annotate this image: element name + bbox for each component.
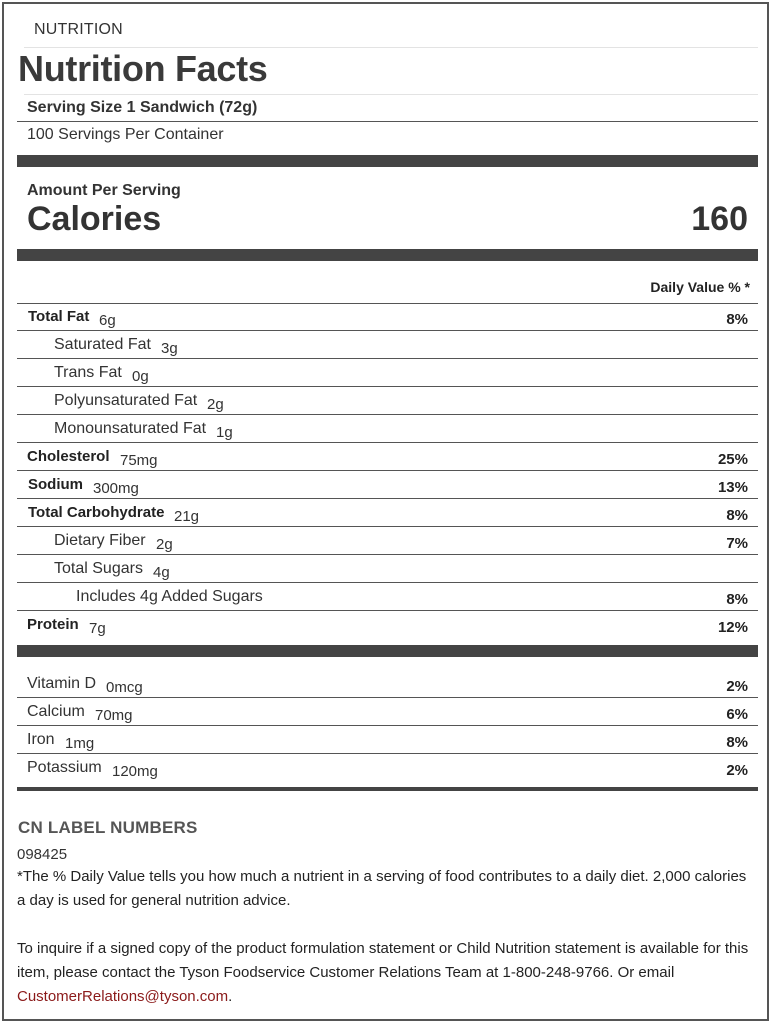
nutrient-row — [17, 499, 758, 527]
vitamin-row — [17, 698, 758, 726]
nutrient-daily-value: 25% — [717, 451, 748, 468]
vitamin-name: Vitamin D — [27, 675, 97, 692]
nutrient-daily-value: 8% — [726, 591, 748, 608]
inquiry-text — [17, 937, 757, 1009]
serving-size: Serving Size 1 Sandwich (72g) — [27, 99, 258, 116]
nutrient-row — [17, 303, 758, 331]
cn-label-number: 098425 — [17, 846, 68, 863]
nutrient-name: Protein — [27, 616, 79, 633]
nutrient-name: Monounsaturated Fat — [54, 420, 207, 437]
nutrient-amount: 2g — [156, 536, 173, 553]
nutrient-daily-value: 12% — [717, 619, 748, 636]
nutrient-daily-value: 7% — [726, 535, 748, 552]
nutrient-row — [17, 527, 758, 555]
nutrient-row — [17, 555, 758, 583]
nutrient-name: Total Fat — [28, 308, 90, 325]
nutrient-amount: 75mg — [120, 452, 158, 469]
nutrient-name: Total Sugars — [54, 560, 143, 577]
vitamin-daily-value: 6% — [726, 706, 748, 723]
vitamin-amount: 70mg — [95, 707, 133, 724]
daily-value-footnote: *The % Daily Value tells you how much a nutrient in a serving of food contributes to a daily diet. 2,000 calories a day is used for general nutrition advice. — [17, 868, 747, 909]
nutrient-name: Dietary Fiber — [54, 532, 146, 549]
nutrient-name: Includes 4g Added Sugars — [76, 588, 263, 605]
nutrient-amount: 7g — [89, 620, 106, 637]
vitamin-name: Iron — [27, 731, 55, 748]
vitamin-daily-value: 2% — [726, 678, 748, 695]
nutrient-amount: 21g — [174, 508, 200, 525]
nutrient-row — [17, 415, 758, 443]
nutrient-amount: 4g — [153, 564, 170, 581]
nutrient-row — [17, 331, 758, 359]
thick-divider — [17, 645, 758, 657]
divider — [24, 94, 758, 95]
nutrient-row — [17, 611, 758, 639]
nutrient-name: Saturated Fat — [54, 336, 151, 353]
nutrient-amount: 0g — [132, 368, 149, 385]
nutrient-name: Polyunsaturated Fat — [54, 392, 198, 409]
medium-divider — [17, 787, 758, 791]
section-tag: NUTRITION — [34, 21, 123, 38]
thick-divider — [17, 155, 758, 167]
nutrient-row — [17, 359, 758, 387]
nutrient-amount: 6g — [99, 312, 116, 329]
servings-per-container: 100 Servings Per Container — [27, 126, 224, 143]
nutrient-daily-value: 8% — [726, 311, 748, 328]
nutrient-name: Sodium — [28, 476, 83, 493]
nutrient-name: Cholesterol — [27, 448, 110, 465]
vitamin-amount: 0mcg — [106, 679, 143, 696]
inquiry-end: . — [228, 988, 233, 1005]
nutrient-daily-value: 13% — [717, 479, 748, 496]
nutrient-amount: 1g — [216, 424, 233, 441]
cn-label-heading: CN LABEL NUMBERS — [18, 818, 198, 837]
thick-divider — [17, 249, 758, 261]
nutrient-row — [17, 471, 758, 499]
vitamin-row — [17, 726, 758, 754]
calories-label: Calories — [27, 200, 162, 238]
email-link[interactable]: CustomerRelations@tyson.com — [17, 988, 229, 1005]
amount-per-serving: Amount Per Serving — [27, 182, 181, 199]
nutrient-row — [17, 387, 758, 415]
page-title: Nutrition Facts — [18, 48, 268, 89]
nutrient-name: Trans Fat — [54, 364, 122, 381]
calories-value: 160 — [691, 200, 748, 238]
vitamin-row — [17, 670, 758, 698]
vitamin-name: Potassium — [27, 759, 102, 776]
nutrient-amount: 3g — [161, 340, 178, 357]
daily-value-header: Daily Value % * — [650, 279, 750, 295]
nutrient-row — [17, 443, 758, 471]
vitamin-amount: 1mg — [65, 735, 95, 752]
nutrient-amount: 2g — [207, 396, 224, 413]
nutrient-amount: 300mg — [93, 480, 139, 497]
nutrient-daily-value: 8% — [726, 507, 748, 524]
nutrient-row — [17, 583, 758, 611]
vitamin-daily-value: 8% — [726, 734, 748, 751]
inquiry-body: To inquire if a signed copy of the product formulation statement or Child Nutrition statement is available for this item, please contact the Tyson Foodservice Customer Relations Team at 1-800-248-9766. Or email — [17, 940, 749, 981]
vitamin-name: Calcium — [27, 703, 85, 720]
vitamin-daily-value: 2% — [726, 762, 748, 779]
vitamin-amount: 120mg — [112, 763, 158, 780]
divider — [17, 121, 758, 122]
vitamin-row — [17, 754, 758, 782]
nutrient-name: Total Carbohydrate — [28, 504, 165, 521]
